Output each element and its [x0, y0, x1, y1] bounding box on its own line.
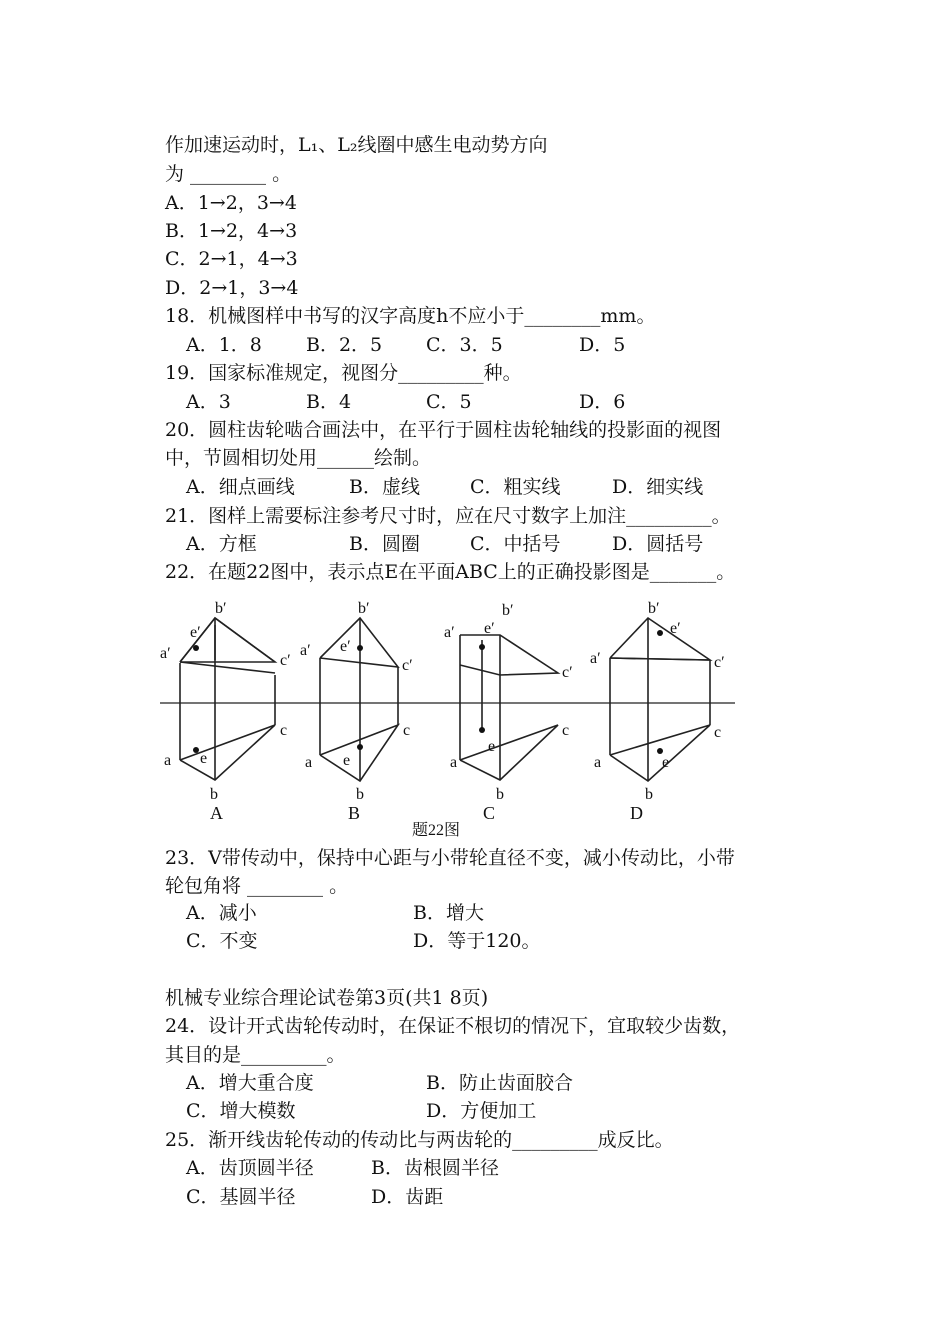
q21-option-a: A．方框 — [186, 533, 257, 555]
q19-option-c: C．5 — [426, 391, 472, 413]
label-b-prime-B: b′ — [358, 600, 370, 617]
label-c-D: c — [714, 724, 722, 741]
label-b-A: b — [210, 786, 218, 803]
label-b-C: b — [496, 786, 504, 803]
q17-option-d: D．2→1，3→4 — [165, 277, 299, 299]
q23-option-d: D．等于120。 — [413, 930, 541, 952]
q20-option-d: D．细实线 — [612, 476, 704, 498]
figure-caption: 题22图 — [412, 822, 461, 839]
q24-stem-line1: 24．设计开式齿轮传动时，在保证不根切的情况下，宜取较少齿数， — [165, 1015, 741, 1037]
label-b-prime-C: b′ — [502, 602, 514, 619]
label-c-prime-D: c′ — [714, 654, 725, 671]
q17-stem-line1: 作加速运动时，L₁、L₂线圈中感生电动势方向 — [165, 134, 548, 156]
q19-stem: 19．国家标准规定，视图分_________种。 — [165, 362, 522, 384]
q20-stem-line1: 20．圆柱齿轮啮合画法中，在平行于圆柱齿轮轴线的投影面的视图 — [165, 419, 722, 441]
q23-option-a: A．减小 — [186, 902, 257, 924]
label-c-B: c — [403, 722, 411, 739]
q17-option-c: C．2→1，4→3 — [165, 248, 298, 270]
q21-stem: 21．图样上需要标注参考尺寸时，应在尺寸数字上加注_________。 — [165, 505, 731, 527]
label-e-D: e — [662, 754, 670, 771]
label-a-D: a — [594, 754, 602, 771]
label-b-D: b — [645, 786, 653, 803]
panel-label-A: A — [210, 803, 223, 823]
label-b-B: b — [356, 786, 364, 803]
label-e-A: e — [200, 750, 208, 767]
q17-option-b: B．1→2，4→3 — [165, 220, 298, 242]
q24-option-d: D．方便加工 — [426, 1100, 537, 1122]
q25-stem: 25．渐开线齿轮传动的传动比与两齿轮的_________成反比。 — [165, 1129, 674, 1151]
label-a-A: a — [164, 752, 172, 769]
q23-option-c: C．不变 — [186, 930, 258, 952]
q25-option-c: C．基圆半径 — [186, 1186, 296, 1208]
q18-option-a: A．1．8 — [186, 334, 262, 356]
q20-stem-line2: 中，节圆相切处用______绘制。 — [165, 447, 432, 469]
q19-option-a: A．3 — [186, 391, 231, 413]
label-e-C: e — [488, 738, 496, 755]
q20-option-b: B．虚线 — [349, 476, 420, 498]
q17-option-a: A．1→2，3→4 — [165, 192, 297, 214]
label-a-C: a — [450, 754, 458, 771]
label-e-prime-B: e′ — [340, 638, 351, 655]
page-footer: 机械专业综合理论试卷第3页(共1 8页) — [165, 987, 489, 1009]
q22-projection-figure — [100, 585, 755, 840]
label-c-A: c — [280, 722, 288, 739]
panel-label-B: B — [348, 803, 361, 823]
label-a-prime-D: a′ — [590, 650, 601, 667]
label-c-prime-B: c′ — [402, 657, 413, 674]
q25-option-a: A．齿顶圆半径 — [186, 1157, 314, 1179]
q17-stem-line2: 为 ________ 。 — [165, 163, 292, 185]
label-b-prime-A: b′ — [215, 600, 227, 617]
q19-option-d: D．6 — [579, 391, 626, 413]
label-c-prime-C: c′ — [562, 664, 573, 681]
q24-stem-line2: 其目的是_________。 — [165, 1044, 346, 1066]
q18-option-c: C．3．5 — [426, 334, 503, 356]
q23-option-b: B．增大 — [413, 902, 484, 924]
q25-option-d: D．齿距 — [371, 1186, 444, 1208]
q18-option-d: D．5 — [579, 334, 626, 356]
label-a-prime-A: a′ — [160, 645, 171, 662]
q23-stem-line2: 轮包角将 ________ 。 — [165, 875, 349, 897]
label-e-prime-C: e′ — [484, 620, 495, 637]
panel-label-D: D — [630, 803, 643, 823]
q24-option-a: A．增大重合度 — [186, 1072, 314, 1094]
label-a-prime-B: a′ — [300, 642, 311, 659]
label-e-prime-A: e′ — [190, 624, 201, 641]
label-a-B: a — [305, 754, 313, 771]
q19-option-b: B．4 — [306, 391, 352, 413]
q21-option-d: D．圆括号 — [612, 533, 704, 555]
label-e-prime-D: e′ — [670, 620, 681, 637]
label-c-prime-A: c′ — [280, 652, 291, 669]
q21-option-b: B．圆圈 — [349, 533, 420, 555]
label-a-prime-C: a′ — [444, 624, 455, 641]
q18-option-b: B．2．5 — [306, 334, 383, 356]
q21-option-c: C．中括号 — [470, 533, 561, 555]
q24-option-c: C．增大模数 — [186, 1100, 296, 1122]
label-c-C: c — [562, 722, 570, 739]
label-b-prime-D: b′ — [648, 600, 660, 617]
q24-option-b: B．防止齿面胶合 — [426, 1072, 573, 1094]
q20-option-c: C．粗实线 — [470, 476, 561, 498]
label-e-B: e — [343, 752, 351, 769]
q22-stem: 22．在题22图中，表示点E在平面ABC上的正确投影图是_______。 — [165, 561, 736, 583]
q20-option-a: A．细点画线 — [186, 476, 295, 498]
panel-label-C: C — [483, 803, 496, 823]
q25-option-b: B．齿根圆半径 — [371, 1157, 499, 1179]
q23-stem-line1: 23．V带传动中，保持中心距与小带轮直径不变，减小传动比，小带 — [165, 847, 735, 869]
q18-stem: 18．机械图样中书写的汉字高度h不应小于________mm。 — [165, 305, 656, 327]
